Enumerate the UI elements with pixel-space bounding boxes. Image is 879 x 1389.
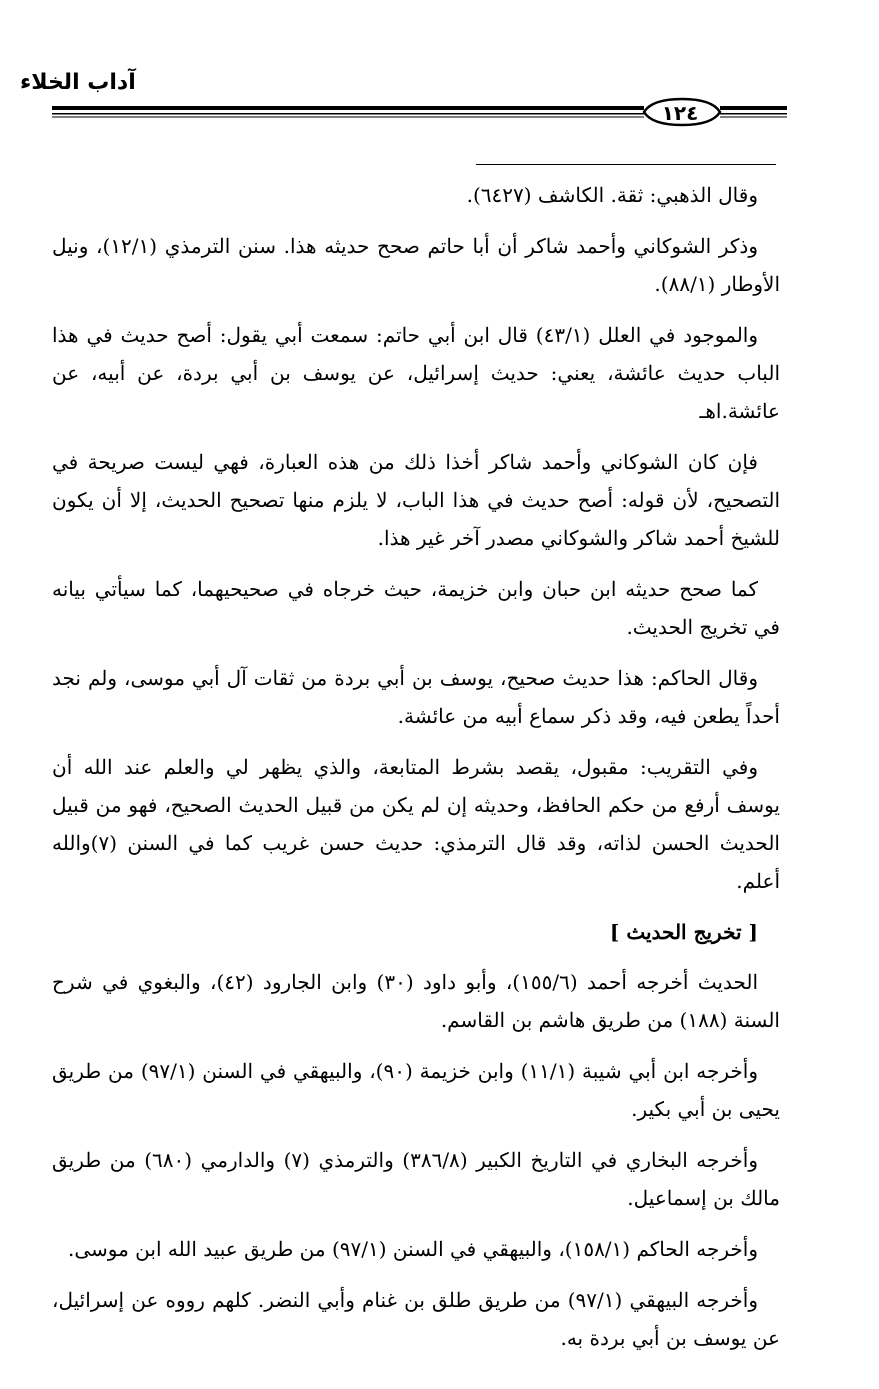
section-heading-takhrij: [ تخريج الحديث ] [609, 919, 758, 944]
footnote-separator [476, 164, 776, 165]
paragraph-dhahabi: وقال الذهبي: ثقة. الكاشف (٦٤٢٧). [466, 183, 758, 207]
paragraph-ibn-hibban: كما صحح حديثه ابن حبان وابن خزيمة، حيث خرجاه في صحيحيهما، كما سيأتي بيانه في تخريج الحديث. [52, 576, 780, 640]
paragraph-hakim: وقال الحاكم: هذا حديث صحيح، يوسف بن أبي بردة من ثقات آل أبي موسى، ولم نجد أحداً يطعن فيه، وقد ذكر سماع أبيه من عائشة. [52, 665, 780, 728]
paragraph-tashih: فإن كان الشوكاني وأحمد شاكر أخذا ذلك من هذه العبارة، فهي ليست صريحة في التصحيح، لأن قوله: أصح حديث في هذا الباب، لا يلزم منها تصحيح الحديث، إلا أن يكون للشيخ أحمد شاكر والشوكاني مصدر آخر غير هذا. [52, 449, 780, 551]
takhrij-ibn-abi-shayba: وأخرجه ابن أبي شيبة (١١/١) وابن خزيمة (٩٠)، والبيهقي في السنن (٩٧/١) من طريق يحيى بن أبي بكير. [52, 1059, 780, 1122]
paragraph-shawkani: وذكر الشوكاني وأحمد شاكر أن أبا حاتم صحح حديثه هذا. سنن الترمذي (١٢/١)، ونيل الأوطار (٨٨/١). [52, 233, 780, 296]
page-number: ١٢٤ [661, 101, 699, 125]
running-header-title: آداب الخلاء [20, 70, 136, 95]
footnote-body [52, 176, 780, 1369]
takhrij-hakim: وأخرجه الحاكم (١٥٨/١)، والبيهقي في السنن (٩٧/١) من طريق عبيد الله ابن موسى. [67, 1236, 758, 1261]
paragraph-taqrib: وفي التقريب: مقبول، يقصد بشرط المتابعة، والذي يظهر لي والعلم عند الله أن يوسف أرفع من حكم الحافظ، وحديثه إن لم يكن من قبيل الحديث الصحيح، فهو من قبيل الحديث الحسن لذاته، وقد قال الترمذي: حديث حسن غريب كما في السنن (٧)والله أعلم. [52, 754, 780, 894]
paragraph-ilal: والموجود في العلل (٤٣/١) قال ابن أبي حاتم: سمعت أبي يقول: أصح حديث في هذا الباب حديث عائشة، يعني: حديث إسرائيل، عن يوسف بن أبي بردة، عن أبيه، عن عائشة.اهـ [52, 322, 780, 424]
takhrij-bukhari: وأخرجه البخاري في التاريخ الكبير (٣٨٦/٨) والترمذي (٧) والدارمي (٦٨٠) من طريق مالك بن إسماعيل. [52, 1147, 780, 1211]
takhrij-bayhaqi: وأخرجه البيهقي (٩٧/١) من طريق طلق بن غنام وأبي النضر. كلهم رووه عن إسرائيل، عن يوسف بن أبي بردة به. [52, 1287, 780, 1350]
takhrij-ahmad: الحديث أخرجه أحمد (١٥٥/٦)، وأبو داود (٣٠) وابن الجارود (٤٢)، والبغوي في شرح السنة (١٨٨) من طريق هاشم بن القاسم. [52, 970, 780, 1033]
